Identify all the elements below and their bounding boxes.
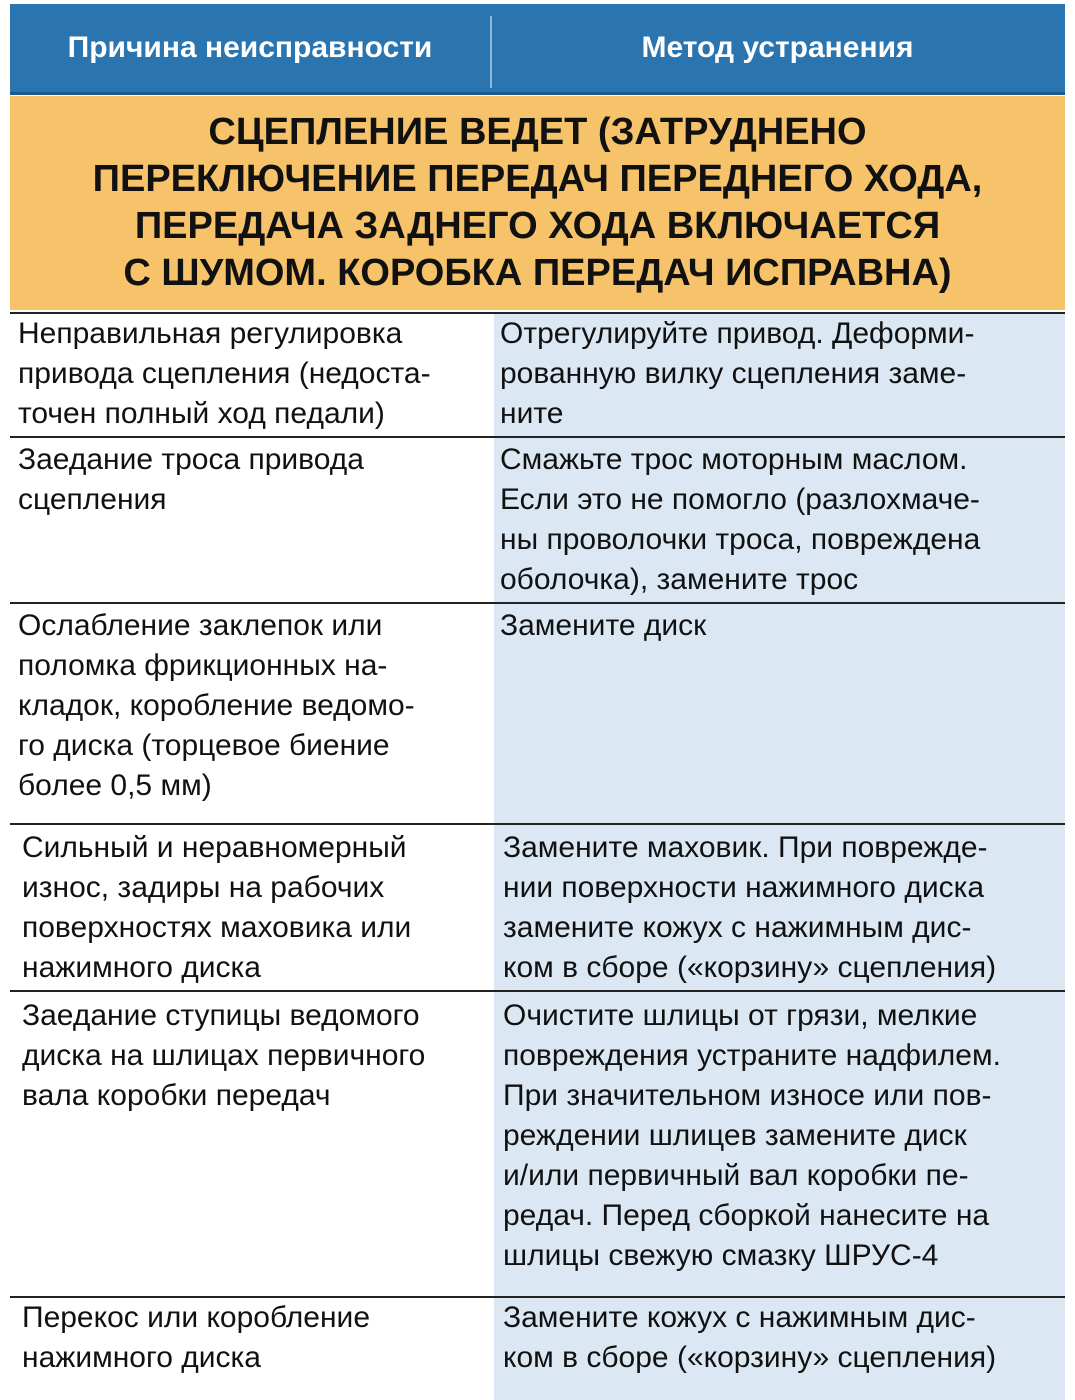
text-line: сцепления	[18, 483, 167, 516]
text-line: привода сцепления (недоста-	[18, 357, 431, 390]
text-line: Ослабление заклепок или	[18, 609, 383, 642]
table-header	[10, 4, 1065, 92]
row-3-cause	[18, 606, 488, 806]
text-line: диска на шлицах первичного	[22, 1039, 426, 1072]
row-divider	[10, 990, 1065, 992]
text-line: При значительном износе или пов-	[503, 1079, 992, 1112]
text-line: Замените диск	[500, 609, 707, 642]
section-banner	[10, 96, 1065, 310]
banner-line: ПЕРЕКЛЮЧЕНИЕ ПЕРЕДАЧ ПЕРЕДНЕГО ХОДА,	[92, 158, 983, 200]
text-line: поломка фрикционных на-	[18, 649, 388, 682]
text-line: нажимного диска	[22, 1341, 261, 1374]
text-line: износ, задиры на рабочих	[22, 871, 385, 904]
row-3-method	[500, 606, 1060, 646]
text-line: оболочка), замените трос	[500, 563, 859, 596]
text-line: Заедание троса привода	[18, 443, 364, 476]
row-6-method	[503, 1298, 1063, 1378]
banner-line: С ШУМОМ. КОРОБКА ПЕРЕДАЧ ИСПРАВНА)	[123, 252, 952, 294]
text-line: более 0,5 мм)	[18, 769, 212, 802]
banner-line: СЦЕПЛЕНИЕ ВЕДЕТ (ЗАТРУДНЕНО	[208, 111, 867, 153]
text-line: Отрегулируйте привод. Деформи-	[500, 317, 975, 350]
text-line: рованную вилку сцепления заме-	[500, 357, 967, 390]
text-line: ком в сборе («корзину» сцепления)	[503, 1341, 997, 1374]
row-5-cause	[22, 996, 492, 1116]
text-line: кладок, коробление ведомо-	[18, 689, 415, 722]
text-line: Неправильная регулировка	[18, 317, 403, 350]
banner-line: ПЕРЕДАЧА ЗАДНЕГО ХОДА ВКЛЮЧАЕТСЯ	[134, 205, 941, 247]
text-line: реждении шлицев замените диск	[503, 1119, 967, 1152]
text-line: Очистите шлицы от грязи, мелкие	[503, 999, 978, 1032]
text-line: Замените маховик. При поврежде-	[503, 831, 988, 864]
banner-text	[93, 109, 983, 297]
text-line: ны проволочки троса, повреждена	[500, 523, 981, 556]
text-line: повреждения устраните надфилем.	[503, 1039, 1001, 1072]
text-line: точен полный ход педали)	[18, 397, 385, 430]
row-6-cause	[22, 1298, 492, 1378]
text-line: замените кожух с нажимным дис-	[503, 911, 972, 944]
text-line: го диска (торцевое биение	[18, 729, 390, 762]
text-line: нии поверхности нажимного диска	[503, 871, 985, 904]
text-line: Замените кожух с нажимным дис-	[503, 1301, 976, 1334]
row-divider	[10, 602, 1065, 604]
text-line: Перекос или коробление	[22, 1301, 371, 1334]
text-line: редач. Перед сборкой нанесите на	[503, 1199, 990, 1232]
text-line: и/или первичный вал коробки пе-	[503, 1159, 969, 1192]
row-2-cause	[18, 440, 488, 520]
header-method: Метод устранения	[641, 31, 914, 64]
text-line: Сильный и неравномерный	[22, 831, 407, 864]
row-divider	[10, 436, 1065, 438]
text-line: шлицы свежую смазку ШРУС-4	[503, 1239, 939, 1272]
text-line: поверхностях маховика или	[22, 911, 412, 944]
row-4-method	[503, 828, 1063, 988]
text-line: вала коробки передач	[22, 1079, 331, 1112]
text-line: ком в сборе («корзину» сцепления)	[503, 951, 997, 984]
row-4-cause	[22, 828, 492, 988]
text-line: Заедание ступицы ведомого	[22, 999, 420, 1032]
text-line: Если это не помогло (разлохмаче-	[500, 483, 980, 516]
text-line: нажимного диска	[22, 951, 261, 984]
row-1-cause	[18, 314, 488, 434]
text-line: ните	[500, 397, 564, 430]
text-line: Смажьте трос моторным маслом.	[500, 443, 968, 476]
row-1-method	[500, 314, 1060, 434]
row-2-method	[500, 440, 1060, 600]
header-cause: Причина неисправности	[67, 31, 433, 64]
row-5-method	[503, 996, 1063, 1276]
row-divider	[10, 823, 1065, 825]
